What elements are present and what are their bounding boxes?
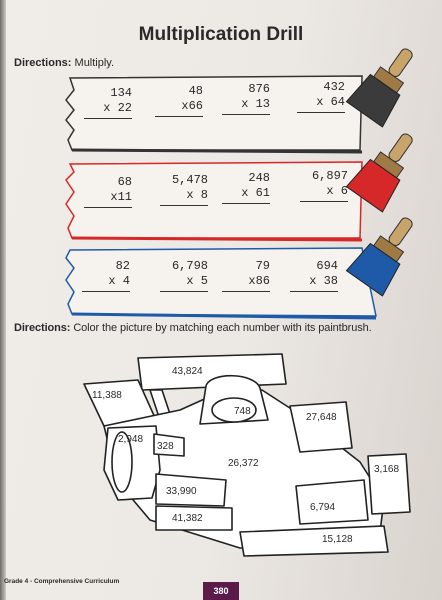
car-number: 2,948 [118, 434, 144, 445]
problem: 6,897 x 6 [300, 169, 348, 203]
problem: 694 x 38 [290, 259, 338, 293]
right-front-wheel [368, 454, 410, 514]
front-wing [240, 526, 388, 556]
car-number: 33,990 [166, 486, 197, 497]
problem: 432 x 64 [297, 80, 345, 114]
footer-curriculum: Grade 4 - Comprehensive Curriculum [4, 578, 120, 585]
car-number: 15,128 [322, 534, 353, 545]
car-number: 43,824 [172, 366, 203, 377]
car-number: 6,794 [310, 502, 336, 513]
directions-text: Color the picture by matching each number with its paintbrush. [70, 322, 372, 334]
problem: 48 x66 [155, 84, 203, 118]
problem: 6,798 x 5 [160, 259, 208, 293]
car-number: 328 [157, 441, 174, 452]
car-number: 27,648 [306, 412, 337, 423]
problem: 134 x 22 [84, 86, 132, 120]
car-number: 3,168 [374, 464, 400, 475]
car-number: 41,382 [172, 513, 203, 524]
car-number: 748 [234, 406, 251, 417]
right-side-pod [290, 402, 352, 452]
directions-label: Directions: [14, 57, 72, 69]
problem: 5,478 x 8 [160, 173, 208, 207]
car-number: 26,372 [228, 458, 259, 469]
problem: 68 x11 [84, 175, 132, 209]
page-title: Multiplication Drill [138, 24, 304, 45]
directions-label: Directions: [14, 322, 71, 334]
page-number: 380 [203, 582, 239, 600]
car-number: 11,388 [92, 390, 122, 401]
problem: 82 x 4 [82, 259, 130, 293]
problem: 79 x86 [222, 259, 270, 293]
directions-text: Multiply. [71, 57, 115, 69]
problem: 876 x 13 [222, 82, 270, 116]
problem: 248 x 61 [222, 171, 270, 205]
